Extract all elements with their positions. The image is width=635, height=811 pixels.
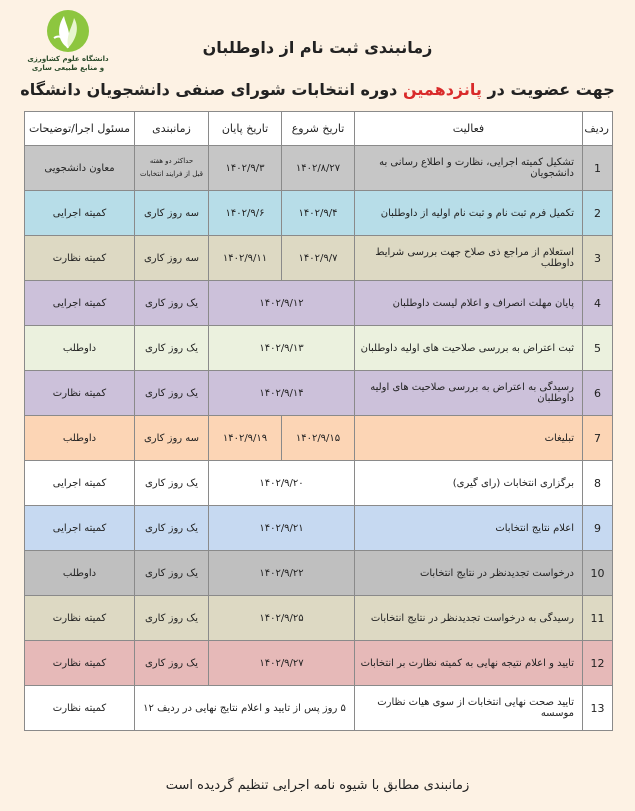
- header-end-date: تاریخ پایان: [209, 112, 282, 146]
- subtitle-before: جهت عضویت در: [487, 80, 615, 99]
- row-activity: درخواست تجدیدنظر در نتایج انتخابات: [355, 551, 583, 596]
- table-row: [25, 146, 613, 191]
- row-number: 4: [583, 281, 613, 326]
- row-responsible: کمیته اجرایی: [25, 506, 135, 551]
- row-responsible: داوطلب: [25, 551, 135, 596]
- table-header-row: [25, 112, 613, 146]
- row-date: ۱۴۰۲/۹/۲۷: [209, 641, 355, 686]
- row-activity: تبلیغات: [355, 416, 583, 461]
- row-date: ۱۴۰۲/۹/۲۵: [209, 596, 355, 641]
- row-activity: برگزاری انتخابات (رای گیری): [355, 461, 583, 506]
- row-number: 1: [583, 146, 613, 191]
- table-row: [25, 326, 613, 371]
- row-duration: سه روز کاری: [135, 191, 209, 236]
- row-date: ۱۴۰۲/۹/۱۳: [209, 326, 355, 371]
- row-duration-line-1: حداکثر دو هفته: [149, 157, 194, 165]
- row-date: ۱۴۰۲/۹/۱۲: [209, 281, 355, 326]
- row-responsible: کمیته نظارت: [25, 641, 135, 686]
- row-duration: [135, 146, 209, 191]
- subtitle-after: دوره انتخابات شورای صنفی دانشجویان دانشگاه: [20, 80, 398, 99]
- row-start-date: ۱۴۰۲/۸/۲۷: [282, 146, 355, 191]
- row-activity: تایید و اعلام نتیجه نهایی به کمیته نظارت بر انتخابات: [355, 641, 583, 686]
- row-responsible: کمیته نظارت: [25, 236, 135, 281]
- row-number: 7: [583, 416, 613, 461]
- row-number: 12: [583, 641, 613, 686]
- row-number: 13: [583, 686, 613, 731]
- header-duration: زمانبندی: [135, 112, 209, 146]
- row-date: ۱۴۰۲/۹/۲۲: [209, 551, 355, 596]
- row-number: 10: [583, 551, 613, 596]
- page-title: زمانبندی ثبت نام از داوطلبان: [202, 38, 433, 57]
- row-start-date: ۱۴۰۲/۹/۷: [282, 236, 355, 281]
- header-responsible: مسئول اجرا/توضیحات: [25, 112, 135, 146]
- row-activity: اعلام نتایج انتخابات: [355, 506, 583, 551]
- header-activity: فعالیت: [355, 112, 583, 146]
- row-date: ۱۴۰۲/۹/۱۴: [209, 371, 355, 416]
- row-number: 3: [583, 236, 613, 281]
- row-responsible: داوطلب: [25, 416, 135, 461]
- row-responsible: کمیته نظارت: [25, 596, 135, 641]
- row-number: 2: [583, 191, 613, 236]
- row-activity: پایان مهلت انصراف و اعلام لیست داوطلبان: [355, 281, 583, 326]
- row-duration: سه روز کاری: [135, 236, 209, 281]
- row-activity: تشکیل کمیته اجرایی، نظارت و اطلاع رسانی به دانشجویان: [355, 146, 583, 191]
- logo-line-1: دانشگاه علوم کشاورزی: [27, 55, 109, 63]
- row-responsible: کمیته اجرایی: [25, 461, 135, 506]
- table-row: [25, 596, 613, 641]
- row-activity: ثبت اعتراض به بررسی صلاحیت های اولیه داوطلبان: [355, 326, 583, 371]
- row-duration: یک روز کاری: [135, 326, 209, 371]
- row-end-date: ۱۴۰۲/۹/۱۹: [209, 416, 282, 461]
- row-responsible: کمیته نظارت: [25, 686, 135, 731]
- row-end-date: ۱۴۰۲/۹/۱۱: [209, 236, 282, 281]
- row-start-date: ۱۴۰۲/۹/۱۵: [282, 416, 355, 461]
- row-duration: یک روز کاری: [135, 461, 209, 506]
- row-responsible: کمیته اجرایی: [25, 281, 135, 326]
- row-activity: رسیدگی به اعتراض به بررسی صلاحیت های اولیه داوطلبان: [355, 371, 583, 416]
- row-duration: یک روز کاری: [135, 641, 209, 686]
- row-date: ۱۴۰۲/۹/۲۰: [209, 461, 355, 506]
- row-date: ۱۴۰۲/۹/۲۱: [209, 506, 355, 551]
- row-start-date: ۱۴۰۲/۹/۴: [282, 191, 355, 236]
- row-number: 6: [583, 371, 613, 416]
- table-row: [25, 371, 613, 416]
- logo-line-2: و منابع طبیعی ساری: [31, 64, 105, 72]
- page-subtitle: [0, 80, 635, 99]
- header-row-number: ردیف: [583, 112, 613, 146]
- row-duration: یک روز کاری: [135, 596, 209, 641]
- schedule-table: [24, 111, 613, 731]
- table-row: [25, 416, 613, 461]
- row-responsible: کمیته اجرایی: [25, 191, 135, 236]
- row-activity: رسیدگی به درخواست تجدیدنظر در نتایج انتخابات: [355, 596, 583, 641]
- row-duration: یک روز کاری: [135, 371, 209, 416]
- table-row: [25, 281, 613, 326]
- row-number: 11: [583, 596, 613, 641]
- header-start-date: تاریخ شروع: [282, 112, 355, 146]
- row-activity: استعلام از مراجع ذی صلاح جهت بررسی شرایط داوطلب: [355, 236, 583, 281]
- row-activity: تکمیل فرم ثبت نام و ثبت نام اولیه از داوطلبان: [355, 191, 583, 236]
- table-row: [25, 461, 613, 506]
- table-row: [25, 191, 613, 236]
- row-duration: یک روز کاری: [135, 551, 209, 596]
- row-activity: تایید صحت نهایی انتخابات از سوی هیات نظارت موسسه: [355, 686, 583, 731]
- table-row: [25, 551, 613, 596]
- row-responsible: معاون دانشجویی: [25, 146, 135, 191]
- row-responsible: کمیته نظارت: [25, 371, 135, 416]
- row-number: 9: [583, 506, 613, 551]
- table-row: [25, 686, 613, 731]
- row-end-date: ۱۴۰۲/۹/۶: [209, 191, 282, 236]
- footer-note: زمانبندی مطابق با شیوه نامه اجرایی تنظیم گردیده است: [165, 778, 470, 793]
- row-duration: یک روز کاری: [135, 281, 209, 326]
- row-note: ۵ روز پس از تایید و اعلام نتایج نهایی در ردیف ۱۲: [135, 686, 355, 731]
- table-row: [25, 506, 613, 551]
- table-row: [25, 236, 613, 281]
- table-row: [25, 641, 613, 686]
- row-responsible: داوطلب: [25, 326, 135, 371]
- row-number: 5: [583, 326, 613, 371]
- row-end-date: ۱۴۰۲/۹/۳: [209, 146, 282, 191]
- row-duration: سه روز کاری: [135, 416, 209, 461]
- logo-text: [20, 55, 116, 73]
- row-duration: یک روز کاری: [135, 506, 209, 551]
- row-duration-line-2: قبل از فرایند انتخابات: [140, 170, 203, 178]
- subtitle-highlight: پانزدهمین: [402, 80, 482, 99]
- row-number: 8: [583, 461, 613, 506]
